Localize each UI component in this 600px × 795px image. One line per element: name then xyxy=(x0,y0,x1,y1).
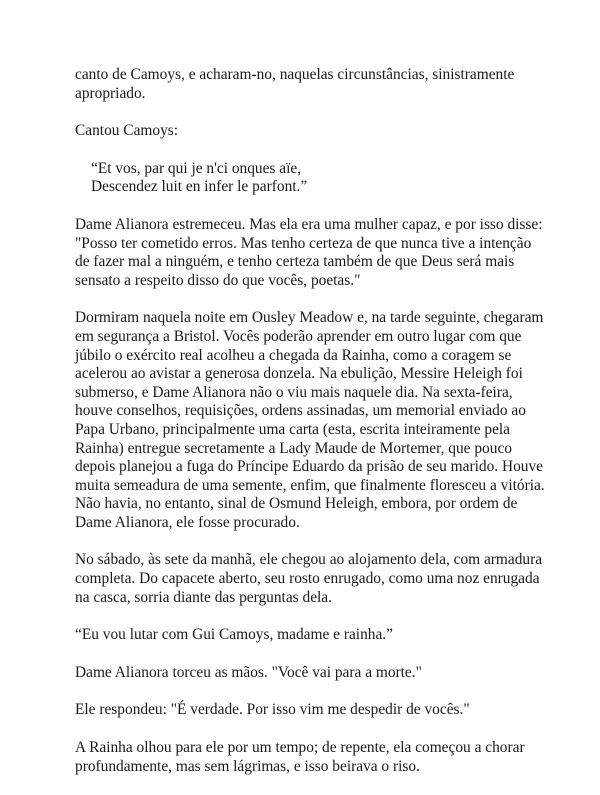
poem-quote xyxy=(91,160,547,197)
document-page xyxy=(75,66,547,795)
paragraph-5: No sábado, às sete da manhã, ele chegou ao alojamento dela, com armadura completa. Do capacete aberto, seu rosto enrugado, como uma noz enrugada na casca, sorria diante das perguntas dela. xyxy=(75,551,543,606)
paragraph-4: Dormiram naquela noite em Ousley Meadow e, na tarde seguinte, chegaram em segurança a Bristol. Vocês poderão aprender em outro lugar com que júbilo o exército real acolheu a chegada da Rainha, como a coragem se acelerou ao avistar a generosa donzela. Na ebulição, Messire Heleigh foi submerso, e Dame Alianora não o viu mais naquele dia. Na sexta-feira, houve conselhos, requisições, ordens assinadas, um memorial enviado ao Papa Urbano, principalmente uma carta (esta, escrita inteiramente pela Rainha) entregue secretamente a Lady Maude de Mortemer, que pouco depois planejou a fuga do Príncipe Eduardo da prisão de seu marido. Houve muita semeadura de uma semente, enfim, que finalmente floresceu a vitória. Não havia, no entanto, sinal de Osmund Heleigh, embora, por ordem de Dame Alianora, ele fosse procurado. xyxy=(75,309,545,531)
paragraph-7: Dame Alianora torceu as mãos. "Você vai para a morte." xyxy=(75,663,422,681)
paragraph-1: canto de Camoys, e acharam-no, naquelas circunstâncias, sinistramente apropriado. xyxy=(75,66,515,102)
paragraph-2: Cantou Camoys: xyxy=(75,122,179,140)
poem-line-2: Descendez luit en infer le parfont.” xyxy=(91,178,308,196)
paragraph-9: A Rainha olhou para ele por um tempo; de repente, ela começou a chorar profundamente, mas sem lágrimas, e isso beirava o riso. xyxy=(75,739,525,775)
paragraph-3: Dame Alianora estremeceu. Mas ela era uma mulher capaz, e por isso disse: "Posso ter cometido erros. Mas tenho certeza de que nunca tive a intenção de fazer mal a ninguém, e tenho certeza também de que Deus será mais sensato a respeito disso do que vocês, poetas." xyxy=(75,215,543,289)
paragraph-8: Ele respondeu: "É verdade. Por isso vim me despedir de vocês." xyxy=(75,701,470,719)
poem-line-1: “Et vos, par qui je n'ci onques aïe, xyxy=(91,159,302,177)
paragraph-6: “Eu vou lutar com Gui Camoys, madame e rainha.” xyxy=(75,626,393,644)
